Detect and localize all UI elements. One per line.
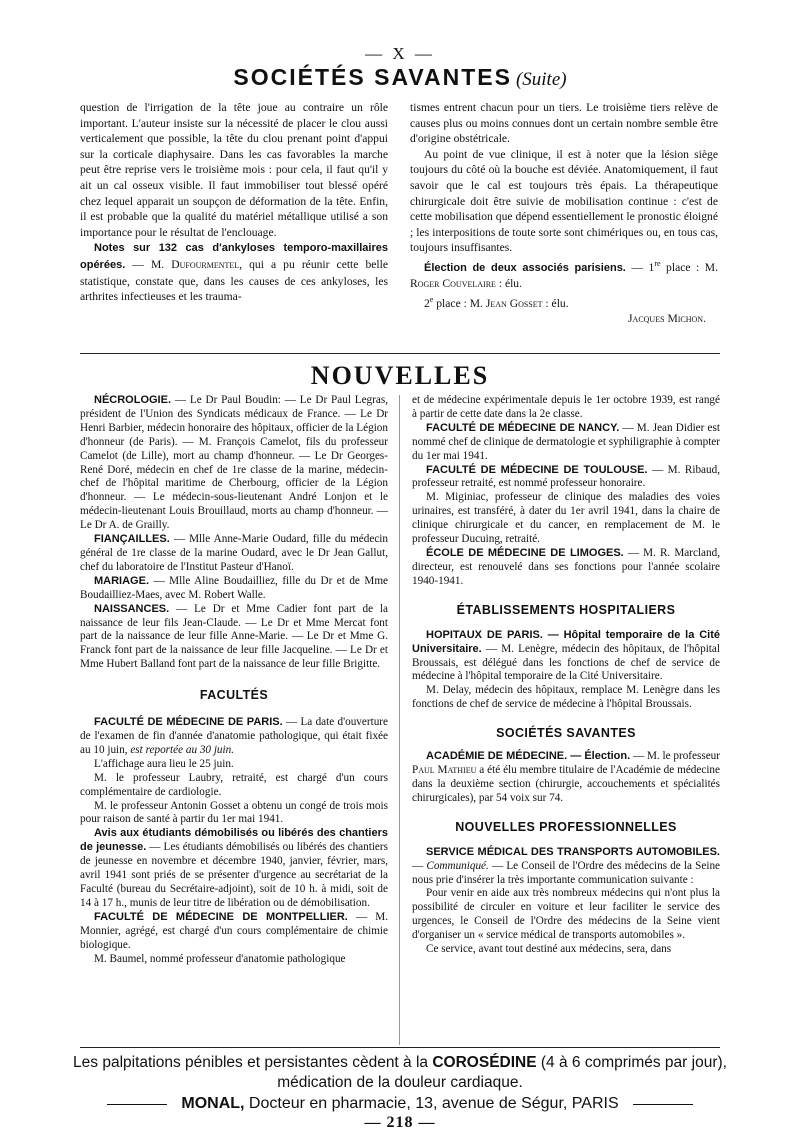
news-item: [412, 846, 720, 888]
text: — M. Lenègre, médecin des hôpitaux, de l'hôpital Broussais, est délégué dans les fonctions de chef de service de médecine à l'hôpital temporaire de la Cité Universitaire.: [412, 642, 720, 683]
text: : élu.: [495, 277, 523, 291]
company-name: MONAL,: [181, 1095, 245, 1112]
heading-bold: Avis aux étudiants démobilisés ou libérés des chantiers de jeunesse.: [80, 827, 388, 854]
ad-address: [181, 1093, 618, 1115]
text: — 1: [625, 260, 655, 274]
etablissements-heading: ÉTABLISSEMENTS HOSPITALIERS: [456, 602, 676, 617]
heading-bold: FACULTÉ DE MÉDECINE DE MONTPELLIER.: [94, 910, 348, 923]
heading-bold: MARIAGE.: [94, 574, 149, 587]
news-item: M. Miginiac, professeur de clinique des maladies des voies urinaires, est transféré, à dater du 1er avril 1941, dans la chaire de clinique chirurgicale et du cancer, en remplacement de M. le professeur Ducuing, retraité.: [412, 491, 720, 546]
news-item: [412, 629, 720, 685]
divider-rule: [80, 353, 720, 354]
heading-bold: ACADÉMIE DE MÉDECINE. — Élection.: [426, 750, 631, 763]
text: , qui a pu réunir cette belle statistique, constate que, dans les causes de ces ankyloses, les arthrites infectieuses et les trauma-: [80, 257, 389, 304]
section-title: [0, 64, 800, 91]
heading-bold: NÉCROLOGIE.: [94, 394, 172, 406]
news-item: [412, 547, 720, 589]
text: place : M.: [433, 296, 486, 310]
heading-bold: Élection de deux associés parisiens.: [424, 261, 626, 274]
paragraph: question de l'irrigation de la tête joue au contraire un rôle important. L'auteur insiste sur la nécessité de placer le clou aussi verticalement que possible, la tête du clou prenant point d'appui sur la corticale diaphysaire. Dans les cas favorables la marche peut être reprise vers le troisième mois : pour cela, il faut qu'il y ait un cal osseux visible. Il faut immobiliser tout blessé opéré chez lequel apparait un soupçon de déformation de la tête. Enfin, il est probable que la qualité du matériel métallique utilisé a son importance pour le résultat de l'enclouage.: [80, 101, 388, 239]
text-italic: est reportée au 30 juin.: [130, 743, 235, 756]
news-item: M. Baumel, nommé professeur d'anatomie pathologique: [94, 952, 346, 965]
page-roman-numeral: — X —: [365, 44, 435, 63]
text: : élu.: [542, 296, 569, 310]
text: 2: [424, 296, 430, 310]
text: — M. Ribaud, professeur retraité, est nommé professeur honoraire.: [412, 463, 720, 490]
person-name: Paul Mathieu: [412, 764, 477, 777]
news-item: [80, 575, 388, 603]
news-item: L'affichage aura lieu le 25 juin.: [94, 757, 234, 770]
news-item: [412, 422, 720, 464]
heading-bold: NAISSANCES.: [94, 602, 170, 615]
text: — La date d'ouverture de l'examen de fin d'année d'anatomie pathologique, qui était fixée au 10 juin,: [80, 716, 388, 756]
text: — M. R. Marcland, directeur, est renouvelé dans ses fonctions pour l'année scolaire 1940-1941.: [412, 546, 720, 587]
heading-bold: FACULTÉ DE MÉDECINE DE NANCY.: [426, 421, 620, 434]
paragraph: [410, 292, 718, 311]
news-item: M. le professeur Laubry, retraité, est chargé d'un cours complémentaire de cardiologie.: [80, 771, 388, 798]
paragraph: [410, 256, 718, 292]
news-item: [80, 603, 388, 673]
upper-left-column: [80, 100, 388, 305]
nouvelles-left-column: [80, 394, 388, 966]
text: — M.: [125, 257, 172, 271]
page-number: — 218 —: [364, 1114, 436, 1131]
text: — Mlle Aline Boudailliez, fille du Dr et de Mme Boudailliez-Maes, avec M. Robert Walle.: [80, 574, 388, 601]
text: — Les étudiants démobilisés ou libérés des chantiers de jeunesse en novembre et décembre 1940, janvier, février, mars, avril 1941 sont priés de se présenter d'urgence au secrétariat de la Faculté (bureau du Secrétaire-adjoint), soit de 10 h. à midi, soit de 14 à 17 h., munis de leur titre de libération ou de démobilisation.: [80, 841, 388, 909]
text: — M. Monnier, agrégé, est chargé d'un cours complémentaire de chimie biologique.: [80, 910, 388, 951]
societes-heading: SOCIÉTÉS SAVANTES: [496, 726, 636, 741]
news-item: [412, 750, 720, 806]
heading-bold: ÉCOLE DE MÉDECINE DE LIMOGES.: [426, 546, 624, 559]
person-name: Roger Couvelaire: [410, 277, 496, 291]
text: — Mlle Anne-Marie Oudard, fille du médecin général de 1re classe de la marine Oudard, avec le Dr Jean Gallut, chef du laboratoire de l'Institut Pasteur d'Hanoï.: [80, 533, 388, 573]
heading-bold: SERVICE MÉDICAL DES TRANSPORTS AUTOMOBILES.: [426, 845, 720, 858]
heading-bold: FACULTÉ DE MÉDECINE DE TOULOUSE.: [426, 463, 648, 476]
text: — Le Conseil de l'Ordre des médecins de la Seine nous prie d'insérer la très importante communication suivante :: [412, 859, 720, 886]
nouvelles-right-column: [412, 394, 720, 957]
ad-line-2: médication de la douleur cardiaque.: [277, 1074, 523, 1091]
news-item: [80, 716, 388, 758]
news-item: Ce service, avant tout destiné aux médecins, sera, dans: [426, 943, 672, 956]
section-title-text: SOCIÉTÉS SAVANTES: [233, 64, 512, 90]
section-title-suite: (Suite): [515, 69, 567, 90]
upper-right-column: [410, 100, 718, 327]
text: —: [412, 859, 427, 872]
news-item: [80, 911, 388, 953]
superscript: re: [654, 258, 661, 268]
news-item: et de médecine expérimentale depuis le 1er octobre 1939, est rangé à partir de cette date dans la 2e classe.: [412, 394, 720, 420]
ad-rule-right: [633, 1104, 693, 1105]
news-item: [80, 394, 388, 533]
heading-bold: FACULTÉ DE MÉDECINE DE PARIS.: [94, 716, 283, 729]
signature: Jacques Michon.: [628, 312, 706, 326]
ad-line-3: [60, 1093, 740, 1115]
text: Docteur en pharmacie, 13, avenue de Ségur, PARIS: [244, 1095, 619, 1112]
text: Les palpitations pénibles et persistantes cèdent à la: [73, 1054, 433, 1071]
advertisement: [60, 1053, 740, 1115]
text: — Le Dr et Mme Cadier font part de la naissance de leur fils Jean-Claude. — Le Dr et Mme Mercat font part de la naissance de leur fille Anne-Marie. — Le Dr et Mme G. Franck font part de la naissance de leur fille Jacqueline. — Le Dr et Mme Hubert Balland font part de la naissance de leur fille Brigitte.: [80, 602, 388, 671]
text: place : M.: [660, 260, 718, 274]
paragraph: [80, 240, 388, 304]
heading-bold: HOPITAUX DE PARIS. — Hôpital temporaire de la Cité Universitaire.: [412, 628, 720, 655]
text: — Le Dr Paul Boudin: — Le Dr Paul Legras, président de l'Union des Syndicats médicaux de France. — Le Dr Henri Barbier, médecin honoraire des hôpitaux, officier de la Légion d'honneur (de Paris). — M. François Camelot, fils du professeur Camelot (de Lille), mort au champ d'honneur. — Le Dr Georges-René Doré, médecin en chef de 1re classe de la marine, médecin-chef de l'hôpital maritime de Cherbourg, officier de la Légion d'honneur. — Le médecin-sous-lieutenant André Lonjon et le médecin-lieutenant Louis Brouillaud, morts au champ d'honneur. — Le Dr A. de Grailly.: [80, 394, 388, 532]
ad-line-1: [60, 1053, 740, 1073]
column-divider: [399, 395, 400, 1045]
brand-name: COROSÉDINE: [432, 1054, 537, 1071]
superscript: e: [429, 294, 434, 304]
news-item: Pour venir en aide aux très nombreux médecins qui n'ont plus la possibilité de circuler en voiture et leur faciliter le service des urgences, le Conseil de l'Ordre des médecins de la Seine vient d'organiser un « service médical de transports automobiles ».: [412, 887, 720, 942]
paragraph: tismes entrent chacun pour un tiers. Le troisième tiers relève de causes plus ou moins connues dont un certain nombre semble être d'origine obstétricale.: [410, 101, 718, 146]
text-italic: Communiqué.: [426, 859, 489, 872]
paragraph: Au point de vue clinique, il est à noter que la lésion siège toujours du côté où la bouche est déviée. Anatomiquement, il faut savoir que le cal est toujours très épais. La thérapeutique chirurgicale doit être suivie de mobilisation continue : c'est de cette mobilisation que dépend essentiellement le pronostic éloigné ; les interpositions de toute sorte sont chimériques ou, en tous cas, toujours insuffisantes.: [410, 147, 718, 255]
news-item: [80, 827, 388, 910]
news-item: [80, 533, 388, 575]
text: a été élu membre titulaire de l'Académie de médecine dans la deuxième section (chirurgie, accouchements et spécialités chirurgicales), par 54 voix sur 74.: [412, 764, 720, 804]
facultes-heading: FACULTÉS: [199, 688, 269, 703]
news-item: M. Delay, médecin des hôpitaux, remplace M. Lenègre dans les fonctions de chef de service de médecine à l'hôpital Broussais.: [412, 684, 720, 711]
text: — M. le professeur: [630, 750, 720, 763]
text: — M. Jean Didier est nommé chef de clinique de dermatologie et syphiligraphie à compter du 1er mai 1941.: [412, 421, 720, 462]
nouvelles-heading: NOUVELLES: [310, 361, 490, 390]
heading-bold: FIANÇAILLES.: [94, 533, 170, 546]
news-item: [412, 464, 720, 492]
nouvelles-professionnelles-heading: NOUVELLES PROFESSIONNELLES: [455, 819, 677, 834]
news-item: M. le professeur Antonin Gosset a obtenu un congé de trois mois pour raison de santé à partir du 1er mai 1941.: [80, 799, 388, 826]
ad-rule-left: [107, 1104, 167, 1105]
ad-rule-top: [80, 1047, 720, 1048]
person-name: Dufourmentel: [171, 257, 240, 271]
heading-bold: Notes sur 132 cas d'ankyloses temporo-maxillaires opérées.: [80, 242, 388, 271]
person-name: Jean Gosset: [485, 296, 543, 310]
text: (4 à 6 comprimés par jour),: [536, 1054, 727, 1071]
